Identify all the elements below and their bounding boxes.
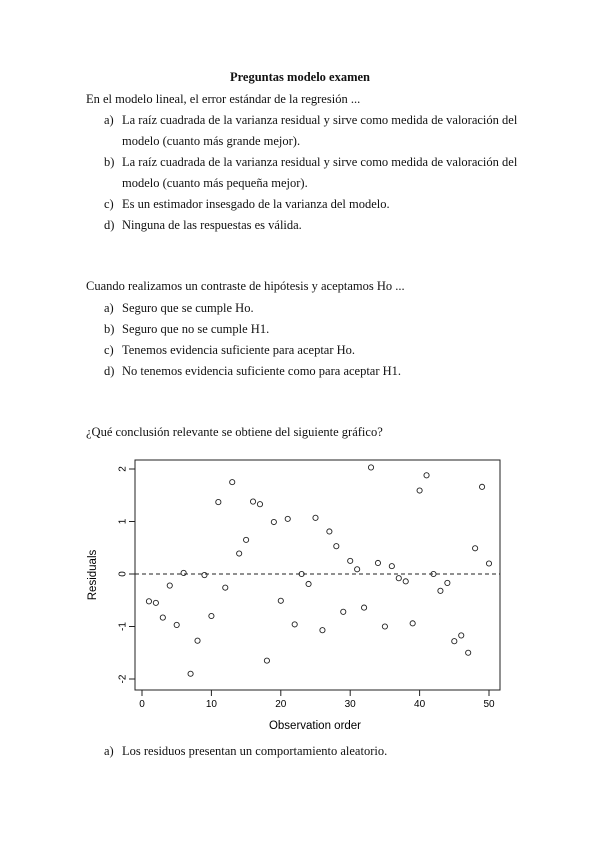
data-point: [195, 638, 200, 643]
data-point: [327, 529, 332, 534]
data-point: [209, 613, 214, 618]
x-tick-label: 40: [414, 699, 426, 710]
data-point: [459, 633, 464, 638]
data-point: [216, 499, 221, 504]
y-tick-label: -2: [117, 674, 129, 684]
data-point: [313, 515, 318, 520]
option-letter: a): [104, 744, 114, 758]
data-point: [237, 551, 242, 556]
y-tick-label: 1: [117, 518, 129, 525]
question-3-stem: ¿Qué conclusión relevante se obtiene del siguiente gráfico?: [86, 425, 383, 439]
data-point: [188, 671, 193, 676]
option-letter: d): [104, 364, 115, 378]
data-point: [202, 572, 207, 577]
option-letter: b): [104, 322, 115, 336]
data-point: [445, 580, 450, 585]
data-point: [452, 639, 457, 644]
y-tick-label: 2: [117, 466, 129, 472]
data-point: [341, 609, 346, 614]
data-point: [438, 588, 443, 593]
x-tick-label: 30: [344, 699, 356, 710]
option-text: No tenemos evidencia suficiente como para aceptar H1.: [122, 364, 402, 378]
data-point: [167, 583, 172, 588]
data-point: [230, 480, 235, 485]
option-text: Seguro que se cumple Ho.: [122, 301, 254, 315]
option-letter: c): [104, 197, 114, 211]
data-point: [396, 576, 401, 581]
x-tick-label: 50: [483, 699, 495, 710]
data-point: [368, 465, 373, 470]
option-text: Es un estimador insesgado de la varianza del modelo.: [122, 197, 390, 211]
data-point: [306, 581, 311, 586]
data-point: [403, 579, 408, 584]
data-point: [355, 567, 360, 572]
data-point: [410, 621, 415, 626]
data-point: [271, 519, 276, 524]
data-point: [146, 599, 151, 604]
data-point: [486, 561, 491, 566]
x-axis-label: Observation order: [268, 720, 362, 732]
data-point: [348, 558, 353, 563]
data-point: [361, 605, 366, 610]
y-tick-label: -1: [117, 622, 129, 631]
data-point: [375, 560, 380, 565]
data-point: [424, 473, 429, 478]
question-1-stem: En el modelo lineal, el error estándar de la regresión ...: [86, 92, 361, 106]
data-point: [479, 484, 484, 489]
data-point: [160, 615, 165, 620]
option-letter: a): [104, 301, 114, 315]
data-point: [181, 570, 186, 575]
option-text: Seguro que no se cumple H1.: [122, 322, 270, 336]
data-point: [417, 488, 422, 493]
data-point: [244, 537, 249, 542]
plot-frame: [135, 460, 500, 690]
data-point: [473, 546, 478, 551]
data-point: [223, 585, 228, 590]
option-letter: a): [104, 113, 114, 127]
option-text: Los residuos presentan un comportamiento aleatorio.: [122, 744, 388, 758]
residuals-scatter-chart: [80, 452, 520, 737]
option-letter: c): [104, 343, 114, 357]
page-title: Preguntas modelo examen: [229, 70, 371, 84]
option-text: Ninguna de las respuestas es válida.: [122, 218, 302, 232]
data-point: [292, 622, 297, 627]
data-point: [382, 624, 387, 629]
data-point: [278, 598, 283, 603]
y-axis-label: Residuals: [87, 549, 99, 601]
data-point: [264, 658, 269, 663]
option-text: Tenemos evidencia suficiente para aceptar Ho.: [122, 343, 356, 357]
data-point: [320, 628, 325, 633]
option-letter: b): [104, 155, 115, 169]
chart-points: [146, 465, 491, 677]
data-point: [153, 600, 158, 605]
chart-axes: [118, 460, 500, 710]
option-text: La raíz cuadrada de la varianza residual y sirve como medida de valoración del modelo (cuanto más pequeña mejor).: [122, 155, 518, 190]
data-point: [466, 650, 471, 655]
x-tick-label: 10: [205, 699, 217, 710]
x-tick-label: 20: [275, 699, 287, 710]
question-2-stem: Cuando realizamos un contraste de hipótesis y aceptamos Ho ...: [86, 279, 405, 293]
data-point: [334, 544, 339, 549]
data-point: [257, 502, 262, 507]
x-tick-label: 0: [139, 699, 145, 710]
data-point: [174, 622, 179, 627]
y-tick-label: 0: [117, 571, 129, 577]
option-text: La raíz cuadrada de la varianza residual y sirve como medida de valoración del modelo (cuanto más grande mejor).: [122, 113, 518, 148]
data-point: [285, 516, 290, 521]
data-point: [250, 499, 255, 504]
data-point: [389, 564, 394, 569]
option-letter: d): [104, 218, 115, 232]
